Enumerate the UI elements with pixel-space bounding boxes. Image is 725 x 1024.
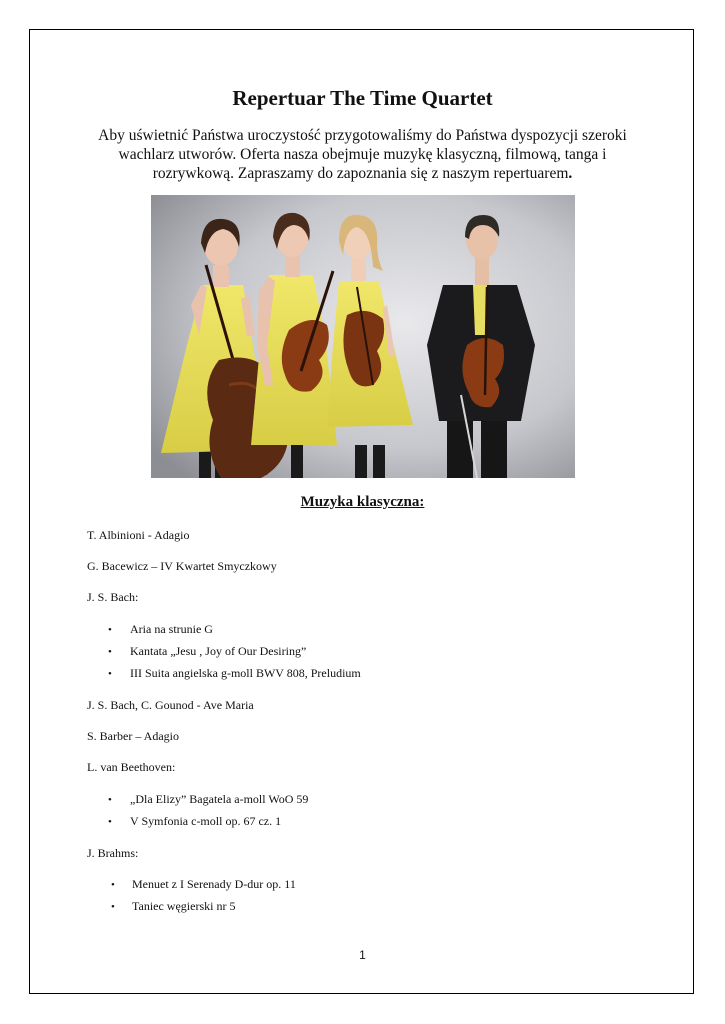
beethoven-item: V Symfonia c-moll op. 67 cz. 1 xyxy=(130,814,282,828)
quartet-photo xyxy=(151,195,575,478)
bach-item: Kantata „Jesu , Joy of Our Desiring” xyxy=(130,644,307,658)
intro-end-period: . xyxy=(568,165,573,182)
beethoven-item: „Dla Elizy” Bagatela a-moll WoO 59 xyxy=(130,792,309,806)
bullet-icon: • xyxy=(108,624,112,636)
entry-brahms: J. Brahms: xyxy=(87,846,139,860)
brahms-item: Menuet z I Serenady D-dur op. 11 xyxy=(132,877,296,891)
intro-paragraph xyxy=(80,126,645,183)
entry-barber: S. Barber – Adagio xyxy=(87,729,179,743)
bach-item: Aria na strunie G xyxy=(130,622,213,636)
bullet-icon: • xyxy=(108,816,112,828)
section-heading-classical: Muzyka klasyczna: xyxy=(300,494,425,510)
brahms-item: Taniec węgierski nr 5 xyxy=(132,899,236,913)
entry-beethoven: L. van Beethoven: xyxy=(87,760,176,774)
bullet-icon: • xyxy=(108,646,112,658)
page-title: Repertuar The Time Quartet xyxy=(232,86,493,110)
page-number: 1 xyxy=(359,948,366,962)
entry-bach: J. S. Bach: xyxy=(87,590,139,604)
entry-bacewicz: G. Bacewicz – IV Kwartet Smyczkowy xyxy=(87,559,277,573)
bullet-icon: • xyxy=(111,901,115,913)
intro-text: Aby uświetnić Państwa uroczystość przygotowaliśmy do Państwa dyspozycji szeroki wachlarz utworów. Oferta nasza obejmuje muzykę klasyczną, filmową, tanga i rozrywkową. Zapraszamy do zapoznania się z naszym repertuarem xyxy=(98,127,627,182)
entry-albinoni: T. Albinioni - Adagio xyxy=(87,528,190,542)
bullet-icon: • xyxy=(108,668,112,680)
bullet-icon: • xyxy=(111,879,115,891)
quartet-photo-illustration xyxy=(151,195,575,478)
entry-bach-gounod: J. S. Bach, C. Gounod - Ave Maria xyxy=(87,698,254,712)
bullet-icon: • xyxy=(108,794,112,806)
bach-item: III Suita angielska g-moll BWV 808, Preludium xyxy=(130,666,361,680)
